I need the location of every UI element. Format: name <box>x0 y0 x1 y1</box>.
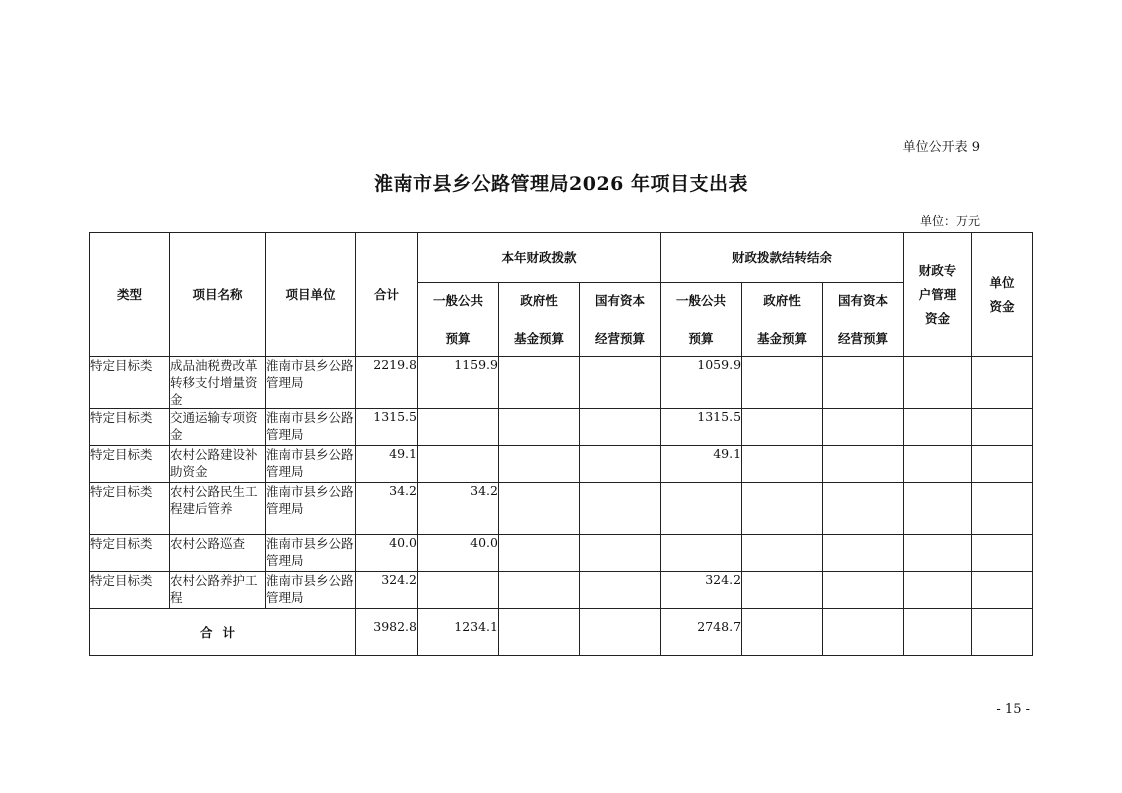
header-co-gov-fund: 政府性 基金预算 <box>742 283 823 357</box>
cell-total: 2219.8 <box>356 357 418 409</box>
cell-type: 特定目标类 <box>90 357 170 409</box>
project-expenditure-table <box>89 232 1033 656</box>
total-own <box>972 609 1033 656</box>
cell-cur-state <box>580 572 661 609</box>
header-total: 合计 <box>356 233 418 357</box>
total-cur-state <box>580 609 661 656</box>
cell-co-gov <box>742 357 823 409</box>
cell-co-state <box>823 446 904 483</box>
cell-co-gov <box>742 535 823 572</box>
table-number: 单位公开表 9 <box>902 140 980 155</box>
cell-co-state <box>823 483 904 535</box>
cell-special <box>904 357 972 409</box>
cell-total: 324.2 <box>356 572 418 609</box>
cell-unit: 淮南市县乡公路管理局 <box>266 446 356 483</box>
cell-co-general: 324.2 <box>661 572 742 609</box>
cell-type: 特定目标类 <box>90 446 170 483</box>
cell-cur-gov <box>499 572 580 609</box>
header-current-year-appropriation: 本年财政拨款 <box>418 233 661 283</box>
cell-cur-state <box>580 409 661 446</box>
total-co-general: 2748.7 <box>661 609 742 656</box>
cell-cur-gov <box>499 357 580 409</box>
cell-name: 农村公路养护工程 <box>170 572 266 609</box>
cell-co-general: 1059.9 <box>661 357 742 409</box>
header-cur-state-capital: 国有资本 经营预算 <box>580 283 661 357</box>
header-project-unit: 项目单位 <box>266 233 356 357</box>
cell-total: 40.0 <box>356 535 418 572</box>
header-carryover: 财政拨款结转结余 <box>661 233 904 283</box>
header-type: 类型 <box>90 233 170 357</box>
page-number: - 15 - <box>996 702 1030 717</box>
document-title: 淮南市县乡公路管理局2026 年项目支出表 <box>374 173 748 195</box>
table-row <box>90 535 1033 572</box>
cell-own <box>972 357 1033 409</box>
total-co-gov <box>742 609 823 656</box>
cell-cur-gov <box>499 535 580 572</box>
cell-special <box>904 409 972 446</box>
cell-unit: 淮南市县乡公路管理局 <box>266 572 356 609</box>
cell-cur-general <box>418 572 499 609</box>
table-row <box>90 357 1033 409</box>
table-row <box>90 572 1033 609</box>
cell-cur-gov <box>499 483 580 535</box>
header-cur-gov-fund: 政府性 基金预算 <box>499 283 580 357</box>
cell-co-general: 1315.5 <box>661 409 742 446</box>
cell-cur-general: 1159.9 <box>418 357 499 409</box>
cell-total: 34.2 <box>356 483 418 535</box>
cell-co-general: 49.1 <box>661 446 742 483</box>
table-row <box>90 409 1033 446</box>
cell-special <box>904 572 972 609</box>
cell-total: 1315.5 <box>356 409 418 446</box>
unit-label: 单位：万元 <box>919 214 980 228</box>
cell-special <box>904 483 972 535</box>
cell-special <box>904 446 972 483</box>
cell-unit: 淮南市县乡公路管理局 <box>266 357 356 409</box>
table-row <box>90 483 1033 535</box>
cell-type: 特定目标类 <box>90 409 170 446</box>
header-project-name: 项目名称 <box>170 233 266 357</box>
cell-co-state <box>823 409 904 446</box>
cell-co-state <box>823 535 904 572</box>
table-row <box>90 446 1033 483</box>
cell-unit: 淮南市县乡公路管理局 <box>266 535 356 572</box>
cell-co-gov <box>742 446 823 483</box>
cell-name: 农村公路民生工程建后管养 <box>170 483 266 535</box>
total-cur-gov <box>499 609 580 656</box>
total-cur-general: 1234.1 <box>418 609 499 656</box>
cell-co-general <box>661 535 742 572</box>
cell-cur-state <box>580 357 661 409</box>
cell-unit: 淮南市县乡公路管理局 <box>266 409 356 446</box>
cell-name: 农村公路建设补助资金 <box>170 446 266 483</box>
cell-co-gov <box>742 483 823 535</box>
cell-co-state <box>823 357 904 409</box>
cell-name: 交通运输专项资金 <box>170 409 266 446</box>
cell-type: 特定目标类 <box>90 483 170 535</box>
cell-cur-gov <box>499 409 580 446</box>
cell-cur-state <box>580 446 661 483</box>
header-special-account: 财政专 户管理 资金 <box>904 233 972 357</box>
cell-unit: 淮南市县乡公路管理局 <box>266 483 356 535</box>
cell-cur-general: 40.0 <box>418 535 499 572</box>
cell-own <box>972 446 1033 483</box>
cell-name: 农村公路巡查 <box>170 535 266 572</box>
cell-cur-gov <box>499 446 580 483</box>
header-co-state-capital: 国有资本 经营预算 <box>823 283 904 357</box>
cell-special <box>904 535 972 572</box>
cell-co-state <box>823 572 904 609</box>
total-co-state <box>823 609 904 656</box>
total-row <box>90 609 1033 656</box>
total-special <box>904 609 972 656</box>
cell-own <box>972 535 1033 572</box>
cell-total: 49.1 <box>356 446 418 483</box>
cell-own <box>972 483 1033 535</box>
cell-type: 特定目标类 <box>90 535 170 572</box>
header-cur-general: 一般公共 预算 <box>418 283 499 357</box>
header-co-general: 一般公共 预算 <box>661 283 742 357</box>
total-label: 合计 <box>90 609 356 656</box>
header-unit-funds: 单位 资金 <box>972 233 1033 357</box>
cell-cur-state <box>580 535 661 572</box>
cell-cur-general: 34.2 <box>418 483 499 535</box>
cell-co-gov <box>742 572 823 609</box>
cell-cur-state <box>580 483 661 535</box>
total-total: 3982.8 <box>356 609 418 656</box>
cell-co-general <box>661 483 742 535</box>
cell-own <box>972 409 1033 446</box>
cell-co-gov <box>742 409 823 446</box>
cell-cur-general <box>418 409 499 446</box>
cell-cur-general <box>418 446 499 483</box>
cell-name: 成品油税费改革转移支付增量资金 <box>170 357 266 409</box>
cell-own <box>972 572 1033 609</box>
cell-type: 特定目标类 <box>90 572 170 609</box>
